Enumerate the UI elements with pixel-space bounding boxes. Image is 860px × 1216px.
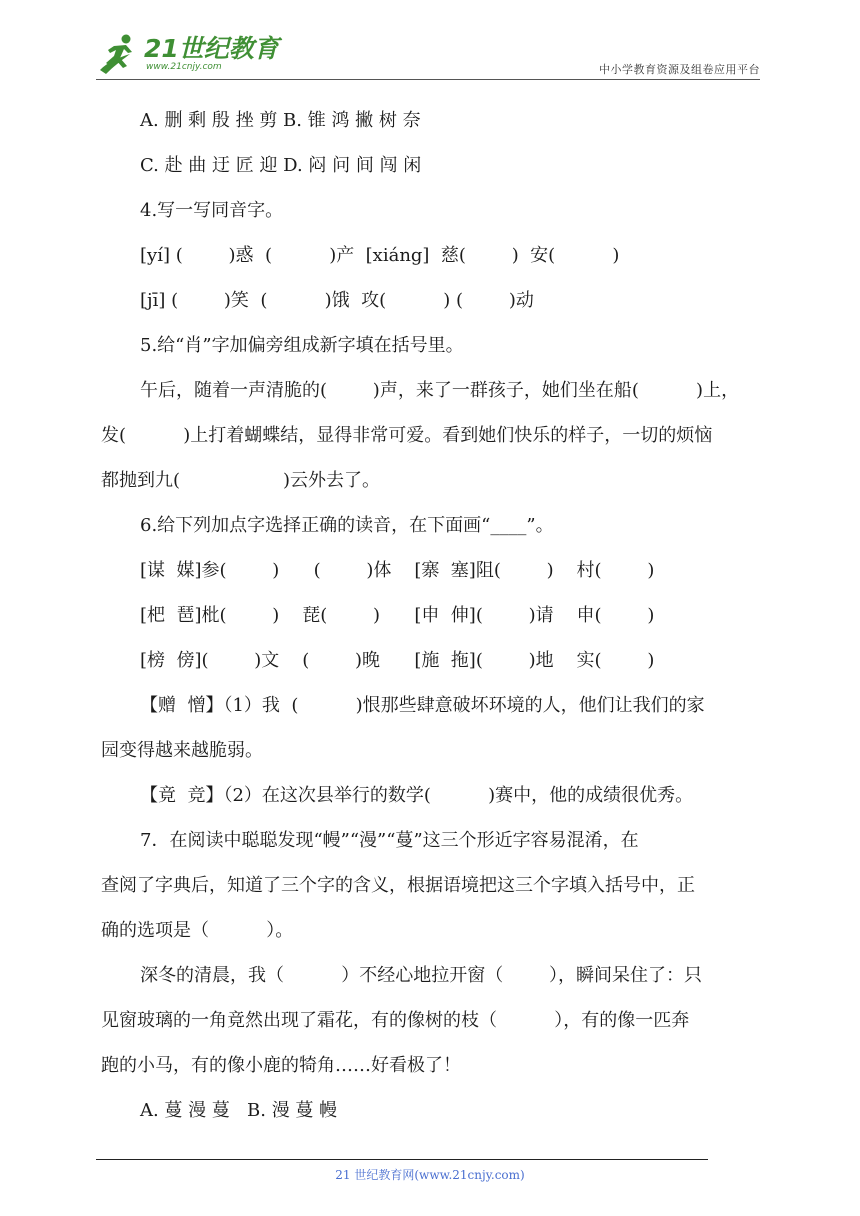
- footer-divider: [96, 1159, 708, 1160]
- question-7-title: 7．在阅读中聪聪发现“幔”“漫”“蔓”这三个形近字容易混淆，在: [140, 830, 639, 851]
- homophone-line-ji: [jī] ( )笑 ( )饿 攻( ) ( )动: [140, 290, 534, 311]
- pronunciation-line: [榜 傍]( )文 ( )晚 [施 拖]( )地 实( ): [140, 650, 655, 671]
- header-divider: [96, 79, 760, 80]
- paragraph-line: 确的选项是（ ）。: [101, 920, 294, 941]
- logo-url: www.21cnjy.com: [146, 62, 222, 72]
- paragraph-line: 都抛到九( )云外去了。: [101, 470, 381, 491]
- choice-line-cd: C. 赴 曲 迂 匠 迎 D. 闷 问 间 闯 闲: [140, 155, 422, 176]
- platform-label: 中小学教育资源及组卷应用平台: [599, 63, 760, 76]
- page-header: [96, 30, 760, 78]
- paragraph-line: 午后，随着一声清脆的( )声，来了一群孩子，她们坐在船( )上，: [140, 380, 740, 401]
- footer-link[interactable]: 21 世纪教育网(www.21cnjy.com): [335, 1168, 525, 1182]
- choice-line-ab: A. 删 剩 殷 挫 剪 B. 锥 鸿 撇 树 奈: [140, 110, 421, 131]
- pronunciation-line: [谋 媒]参( ) ( )体 [寨 塞]阻( ) 村( ): [140, 560, 655, 581]
- choice-line-ab-q7: A. 蔓 漫 蔓 B. 漫 蔓 幔: [140, 1100, 338, 1121]
- question-6-title: 6.给下列加点字选择正确的读音，在下面画“____”。: [140, 515, 554, 536]
- site-logo[interactable]: [96, 32, 279, 76]
- homophone-line-yi: [yí] ( )惑 ( )产 [xiáng] 慈( ) 安( ): [140, 245, 620, 266]
- runner-logo-icon: [96, 32, 142, 76]
- pronunciation-line: [杷 琶]枇( ) 琵( ) [申 伸]( )请 申( ): [140, 605, 655, 626]
- paragraph-line: 园变得越来越脆弱。: [101, 740, 263, 761]
- paragraph-line: 跑的小马，有的像小鹿的犄角……好看极了！: [101, 1055, 461, 1076]
- paragraph-line: 查阅了字典后，知道了三个字的含义，根据语境把这三个字填入括号中，正: [101, 875, 695, 896]
- question-5-title: 5.给“肖”字加偏旁组成新字填在括号里。: [140, 335, 464, 356]
- paragraph-line: 深冬的清晨，我（ ）不经心地拉开窗（ ），瞬间呆住了：只: [140, 965, 702, 986]
- paragraph-line: 【赠 憎】（1）我 ( )恨那些肆意破坏环境的人，他们让我们的家: [140, 695, 705, 716]
- question-4-title: 4.写一写同音字。: [140, 200, 284, 221]
- paragraph-line: 【竟 竞】（2）在这次县举行的数学( )赛中，他的成绩很优秀。: [140, 785, 694, 806]
- paragraph-line: 发( )上打着蝴蝶结，显得非常可爱。看到她们快乐的样子，一切的烦恼: [101, 425, 713, 446]
- paragraph-line: 见窗玻璃的一角竟然出现了霜花，有的像树的枝（ ），有的像一匹奔: [101, 1010, 690, 1031]
- logo-title: 21世纪教育: [144, 34, 279, 63]
- logo-wordmark: [144, 36, 279, 72]
